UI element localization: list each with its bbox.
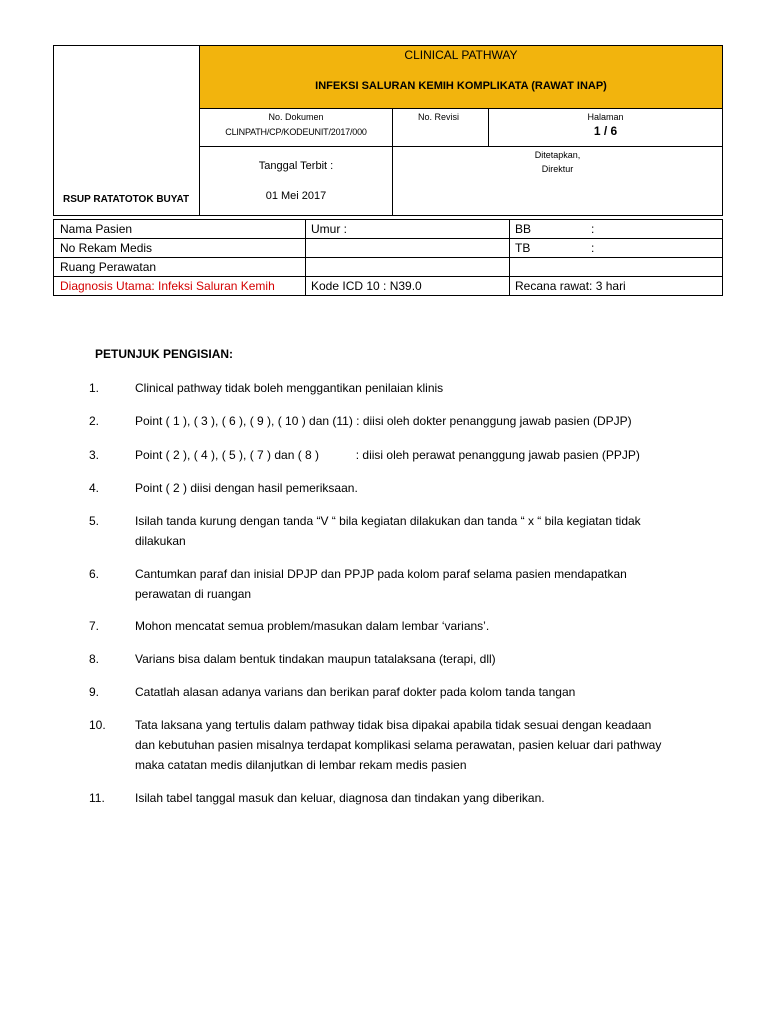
diagnosis-label: Diagnosis Utama: Infeksi Saluran Kemih	[60, 279, 275, 293]
instruction-item: Isilah tanda kurung dengan tanda “V “ bila kegiatan dilakukan dan tanda “ x “ bila kegiatan tidak dilakukan	[135, 514, 641, 548]
instruction-number: 10.	[89, 718, 106, 732]
approver-title: Direktur	[541, 164, 574, 174]
instruction-item: Mohon mencatat semua problem/masukan dalam lembar ‘varians’.	[135, 619, 490, 633]
instructions-heading: PETUNJUK PENGISIAN:	[95, 347, 234, 361]
info-divider	[53, 257, 723, 258]
doc-no-label: No. Dokumen	[268, 112, 324, 122]
instruction-item: Point ( 1 ), ( 3 ), ( 6 ), ( 9 ), ( 10 ) dan (11) : diisi oleh dokter penanggung jawab pasien (DPJP)	[135, 414, 632, 428]
instruction-item: Varians bisa dalam bentuk tindakan maupun tatalaksana (terapi, dll)	[135, 652, 496, 666]
pathway-subtitle: INFEKSI SALURAN KEMIH KOMPLIKATA (RAWAT INAP)	[315, 80, 607, 92]
instruction-item: Point ( 2 ), ( 4 ), ( 5 ), ( 7 ) dan ( 8 ) : diisi oleh perawat penanggung jawab pasien (PPJP)	[135, 448, 640, 462]
instruction-item: Isilah tabel tanggal masuk dan keluar, diagnosa dan tindakan yang diberikan.	[135, 791, 545, 805]
patient-name-label: Nama Pasien	[60, 222, 133, 236]
header-divider	[199, 108, 723, 109]
instruction-item: Point ( 2 ) diisi dengan hasil pemeriksaan.	[135, 481, 358, 495]
weight-label: BB	[515, 222, 532, 236]
planned-stay: Recana rawat: 3 hari	[515, 279, 626, 293]
issue-date-value: 01 Mei 2017	[265, 190, 327, 202]
record-label: No Rekam Medis	[60, 241, 153, 255]
icd-code: Kode ICD 10 : N39.0	[311, 279, 422, 293]
height-label: TB	[515, 241, 531, 255]
page-label: Halaman	[587, 112, 624, 122]
instruction-number: 5.	[89, 514, 100, 528]
header-divider	[392, 108, 393, 216]
instruction-number: 1.	[89, 381, 100, 395]
info-divider	[53, 276, 723, 277]
instruction-item: Clinical pathway tidak boleh menggantikan penilaian klinis	[135, 381, 444, 395]
issue-date-label: Tanggal Terbit :	[258, 160, 334, 172]
ward-label: Ruang Perawatan	[60, 260, 157, 274]
revision-label: No. Revisi	[418, 112, 460, 122]
instruction-number: 3.	[89, 448, 100, 462]
instruction-number: 11.	[89, 791, 105, 805]
instruction-number: 6.	[89, 567, 100, 581]
instruction-number: 9.	[89, 685, 100, 699]
header-divider	[199, 146, 723, 147]
instruction-item: Tata laksana yang tertulis dalam pathway tidak bisa dipakai apabila tidak sesuai dengan keadaan dan kebutuhan pasien misalnya terdapat komplikasi selama perawatan, pasien keluar dari pathway maka catatan medis dilanjutkan di lembar rekam medis pasien	[135, 718, 662, 772]
page-value: 1 / 6	[593, 124, 618, 138]
instruction-item: Cantumkan paraf dan inisial DPJP dan PPJP pada kolom paraf selama pasien mendapatkan perawatan di ruangan	[135, 567, 627, 601]
approved-label: Ditetapkan,	[534, 150, 581, 160]
age-label: Umur :	[311, 222, 347, 236]
info-divider	[53, 238, 723, 239]
instruction-item: Catatlah alasan adanya varians dan berikan paraf dokter pada kolom tanda tangan	[135, 685, 576, 699]
instruction-number: 2.	[89, 414, 100, 428]
instruction-number: 4.	[89, 481, 100, 495]
pathway-title: CLINICAL PATHWAY	[404, 48, 518, 62]
instruction-number: 7.	[89, 619, 100, 633]
hospital-name: RSUP RATATOTOK BUYAT	[63, 194, 190, 205]
doc-no-value: CLINPATH/CP/KODEUNIT/2017/000	[225, 127, 367, 137]
instruction-number: 8.	[89, 652, 100, 666]
weight-colon: :	[591, 222, 595, 236]
height-colon: :	[591, 241, 595, 255]
